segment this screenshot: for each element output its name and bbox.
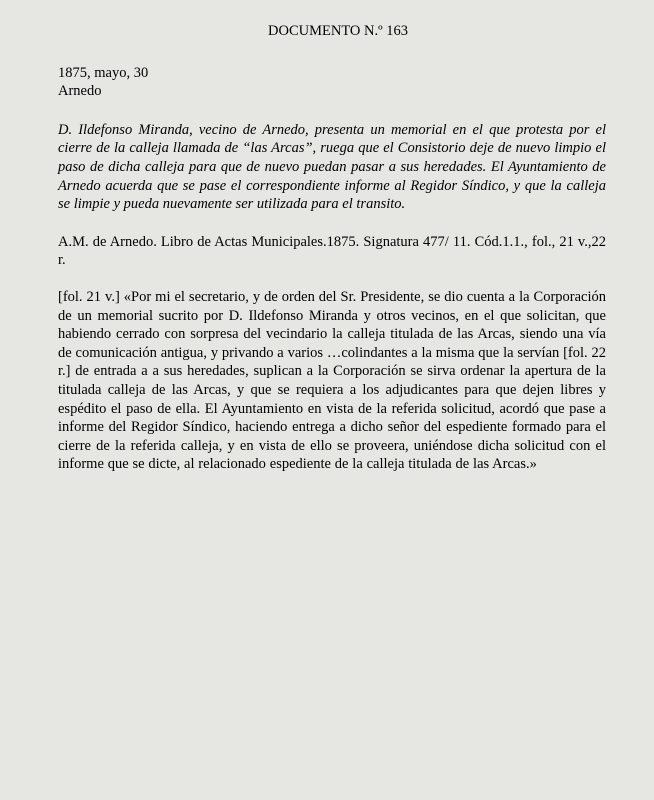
document-place: Arnedo	[58, 83, 102, 100]
document-source-reference: A.M. de Arnedo. Libro de Actas Municipales.1875. Signatura 477/ 11. Cód.1.1., fol., 21 v.,22 r.	[58, 233, 606, 269]
document-transcription: [fol. 21 v.] «Por mi el secretario, y de orden del Sr. Presidente, se dio cuenta a la Corporación de un memorial sucrito por D. Ildefonso Miranda y otros vecinos, en el que solicitan, que habiendo cerrado con sorpresa del vecindario la calleja titulada de las Arcas, siendo una vía de comunicación antigua, y privando a varios …colindantes a la misma que la servían [fol. 22 r.] de entrada a a sus heredades, suplican a la Corporación se sirva ordenar la apertura de la titulada calleja de las Arcas, y que se requiera a los adjudicantes para que dejen libres y espédito el paso de ella. El Ayuntamiento en vista de la referida solicitud, acordó que pase a informe del Regidor Síndico, haciendo entrega a dicho señor del espediente formado para el cierre de la referida calleja, y en vista de ello se proveera, uniéndose dicha solicitud con el informe que se dicte, al relacionado espediente de la calleja titulada de las Arcas.»	[58, 288, 606, 473]
document-date: 1875, mayo, 30	[58, 64, 149, 81]
document-title: DOCUMENTO N.º 163	[268, 23, 408, 39]
document-summary: D. Ildefonso Miranda, vecino de Arnedo, presenta un memorial en el que protesta por el cierre de la calleja llamada de “las Arcas”, ruega que el Consistorio deje de nuevo limpio el paso de dicha calleja para que de nuevo puedan pasar a sus heredades. El Ayuntamiento de Arnedo acuerda que se pase el correspondiente informe al Regidor Síndico, y que la calleja se limpie y pueda nuevamente ser utilizada para el transito.	[58, 121, 606, 213]
